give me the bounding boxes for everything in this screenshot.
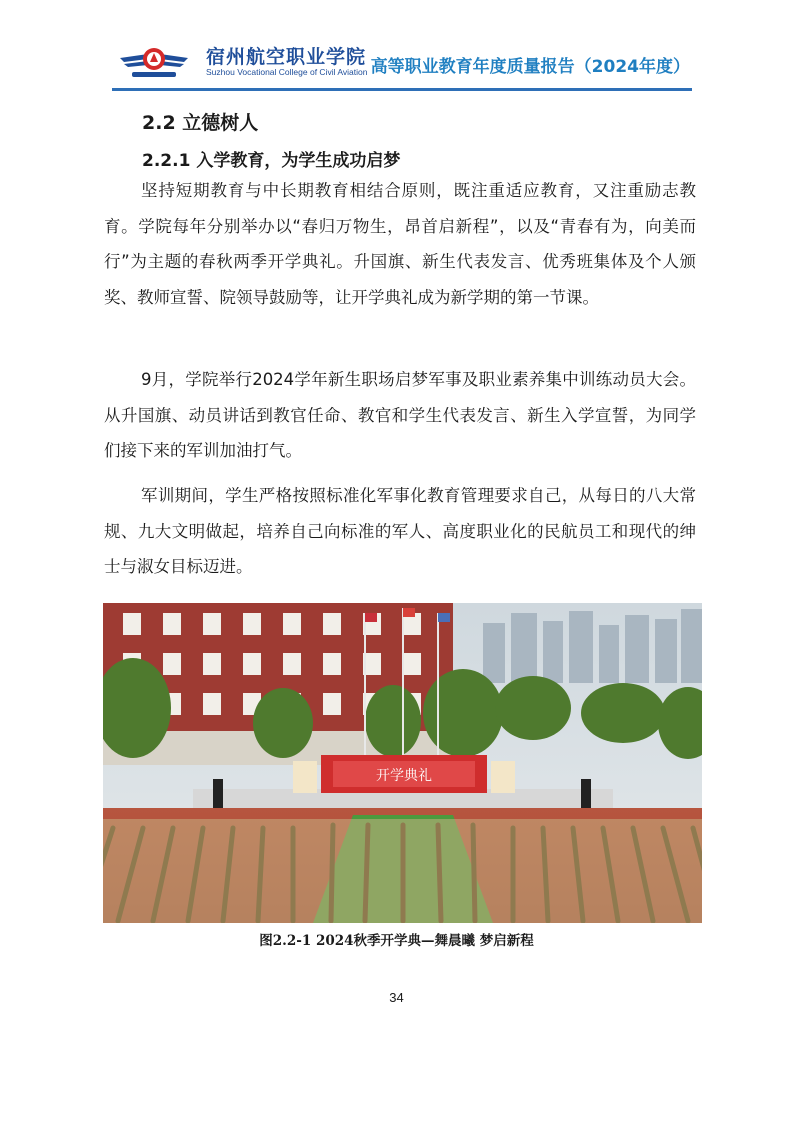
opening-ceremony-photo (103, 603, 702, 923)
section-heading: 2.2 立德树人 (142, 112, 259, 134)
header-divider (112, 88, 692, 91)
school-name-cn: 宿州航空职业学院 (206, 46, 367, 68)
figure-caption: 图2.2-1 2024秋季开学典—舞晨曦 梦启新程 (259, 933, 534, 949)
school-name-en: Suzhou Vocational College of Civil Aviation (206, 67, 368, 77)
report-title: 高等职业教育年度质量报告（2024年度） (370, 57, 690, 77)
subsection-heading: 2.2.1 入学教育，为学生成功启梦 (142, 151, 401, 171)
paragraph-1: 坚持短期教育与中长期教育相结合原则，既注重适应教育，又注重励志教育。学院每年分别举办以“春归万物生，昂首启新程”，以及“青春有为，向美而行”为主题的春秋两季开学典礼。升国旗、新生代表发言、优秀班集体及个人颁奖、教师宣誓、院领导鼓励等，让开学典礼成为新学期的第一节课。 (104, 181, 696, 307)
aviation-wings-logo-icon (118, 42, 190, 82)
stage-banner-text: 开学典礼 (376, 768, 432, 784)
page-number: 34 (389, 990, 404, 1005)
paragraph-3: 军训期间，学生严格按照标准化军事化教育管理要求自己，从每日的八大常规、九大文明做起，培养自己向标准的军人、高度职业化的民航员工和现代的绅士与淑女目标迈进。 (104, 486, 696, 576)
page-header (108, 38, 694, 90)
paragraph-2: 9月，学院举行2024学年新生职场启梦军事及职业素养集中训练动员大会。从升国旗、动员讲话到教官任命、教官和学生代表发言、新生入学宣誓，为同学们接下来的军训加油打气。 (104, 370, 696, 460)
